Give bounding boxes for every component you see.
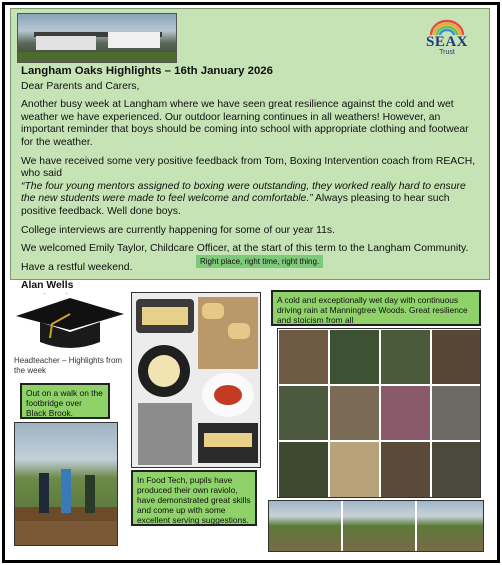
- walk-caption: Out on a walk on the footbridge over Black Brook.: [20, 383, 110, 419]
- outdoor-panorama: [268, 500, 484, 552]
- feedback-quote: “The four young mentors assigned to boxing were outstanding, they worked really hard to ensure the new students were made to feel welcome and comfortable.”: [21, 180, 466, 205]
- mortarboard-image: [12, 294, 126, 354]
- paragraph-welcome: We welcomed Emily Taylor, Childcare Officer, at the start of this term to the Langham Community.: [21, 243, 469, 255]
- food-tech-collage: [131, 292, 261, 468]
- highlights-panel: [10, 8, 490, 292]
- letter-body: [21, 65, 481, 318]
- paragraph-feedback: We have received some very positive feedback from Tom, Boxing Intervention coach from REACH, who said “The four young mentors assigned to boxing were outstanding, they worked really hard to ensure the new students were made to feel welcome and comfortable.” Always pleasing to hear such positive feedback. Well done boys.: [21, 155, 476, 217]
- paragraph-weather: Another busy week at Langham where we have seen great resilience against the cold and wet weather we have experienced. Our outdoor learning continues in all weathers! However, an important reminder that boys should be coming into school with appropriate clothing and footwear for the weather.: [21, 99, 469, 148]
- rainbow-icon: [427, 19, 467, 35]
- letter-title: Langham Oaks Highlights – 16th January 2026: [21, 65, 273, 77]
- school-building-photo: [17, 13, 177, 63]
- manningtree-woods-collage: [277, 328, 481, 498]
- seax-trust-logo: [419, 19, 475, 63]
- food-tech-caption: In Food Tech, pupils have produced their own raviolo, have demonstrated great skills and come up with some excellent serving suggestions.: [131, 470, 257, 526]
- greeting: Dear Parents and Carers,: [21, 80, 140, 92]
- woods-caption: A cold and exceptionally wet day with continuous driving rain at Manningtree Woods. Great resilience and stoicism from all: [271, 290, 481, 326]
- paragraph-weekend: Have a restful weekend.: [21, 261, 133, 273]
- logo-name: SEAX: [425, 34, 468, 50]
- signature-name: Alan Wells: [21, 280, 74, 292]
- school-motto: Right place, right time, right thing.: [196, 255, 323, 268]
- paragraph-college: College interviews are currently happening for some of our year 11s.: [21, 224, 335, 236]
- graduation-cap-icon: [12, 294, 126, 354]
- logo-sub: Trust: [439, 49, 455, 56]
- footbridge-photo: [14, 422, 118, 546]
- mortarboard-caption: Headteacher – Highlights from the week: [14, 356, 123, 375]
